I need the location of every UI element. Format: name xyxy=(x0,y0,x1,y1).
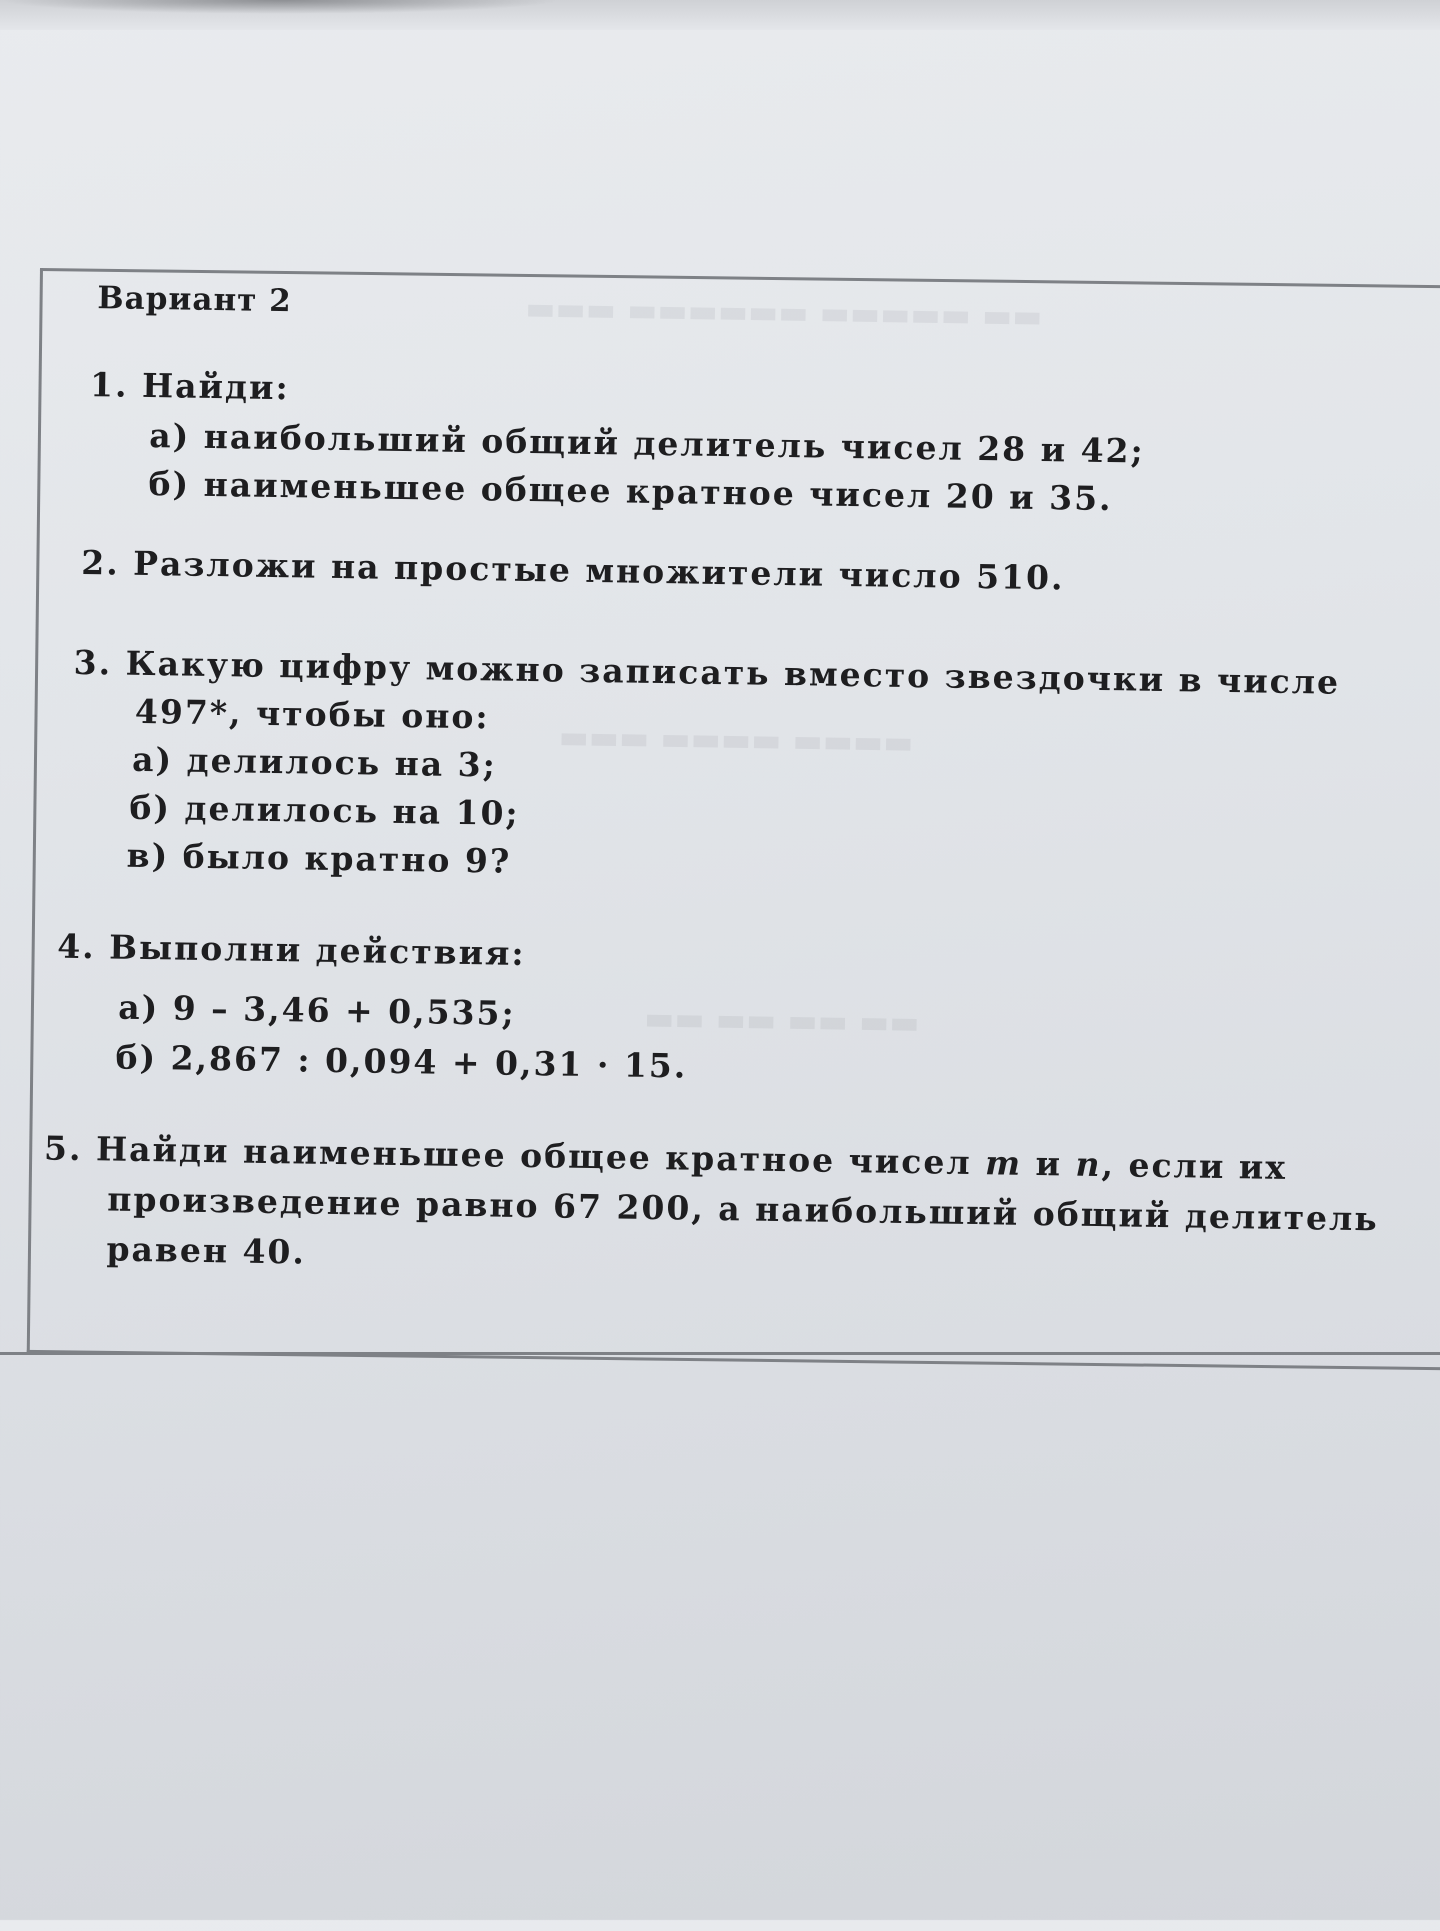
task-4-heading xyxy=(56,926,526,973)
task-3-prompt-continued: 497*, чтобы оно: xyxy=(134,691,490,737)
task-prompt-part: , если их xyxy=(1101,1145,1288,1187)
task-1-item-b: б) наименьшее общее кратное чисел 20 и 35. xyxy=(148,464,1113,519)
frame-bottom-rule xyxy=(0,1352,1440,1355)
bleed-through-text: ▬▬▬ ▬▬▬▬ ▬▬▬▬ xyxy=(558,717,914,762)
task-1-item-a: а) наибольший общий делитель чисел 28 и 42; xyxy=(148,416,1146,471)
task-2-heading xyxy=(80,542,1065,598)
task-1-heading xyxy=(89,365,291,408)
task-5-line-2: произведение равно 67 200, а наибольший общий делитель xyxy=(106,1179,1380,1239)
task-3-item-a: а) делилось на 3; xyxy=(131,739,498,785)
task-4-item-b: б) 2,867 : 0,094 + 0,31 · 15. xyxy=(115,1037,688,1086)
task-5-line-3: равен 40. xyxy=(106,1229,307,1272)
variable-n: n xyxy=(1075,1144,1102,1185)
task-3-heading xyxy=(73,642,1341,702)
task-prompt: Разложи на простые множители число 510. xyxy=(132,543,1065,598)
variable-m: m xyxy=(984,1143,1023,1183)
task-number: 2. xyxy=(80,542,121,583)
variant-title: Вариант 2 xyxy=(97,280,293,320)
task-prompt: Какую цифру можно записать вместо звездочки в числе xyxy=(125,643,1341,702)
task-prompt-part: Найди наименьшее общее кратное чисел xyxy=(95,1129,986,1183)
task-number: 3. xyxy=(73,642,113,683)
task-number: 1. xyxy=(89,365,129,405)
task-prompt-part: и xyxy=(1021,1143,1076,1184)
task-prompt: Найди: xyxy=(141,365,291,408)
task-3-item-b: б) делилось на 10; xyxy=(129,787,520,833)
task-number: 4. xyxy=(56,926,97,967)
task-number: 5. xyxy=(43,1128,83,1169)
task-5-line-1 xyxy=(43,1128,1288,1187)
bleed-through-text: ▬▬ ▬▬ ▬▬ ▬▬ xyxy=(643,998,920,1042)
bleed-through-text: ▬▬▬ ▬▬▬▬▬▬ ▬▬▬▬▬ ▬▬ xyxy=(525,288,1043,336)
task-3-item-c: в) было кратно 9? xyxy=(126,835,512,881)
task-4-item-a: а) 9 – 3,46 + 0,535; xyxy=(118,987,517,1033)
task-prompt: Выполни действия: xyxy=(108,927,526,973)
